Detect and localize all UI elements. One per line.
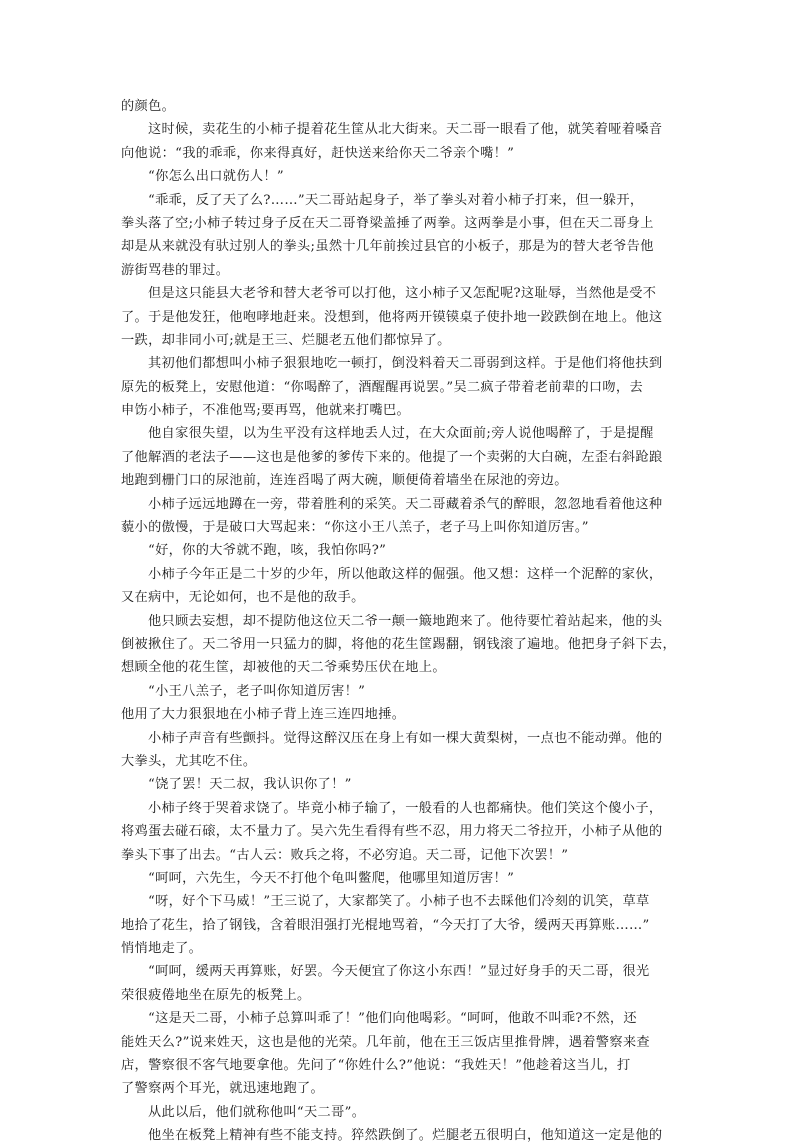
text-line: 地跑到栅门口的尿池前，连连舀喝了两大碗，顺便倚着墙坐在尿池的旁边。 — [121, 473, 568, 489]
text-line: 申饬小柿子，不准他骂;要再骂，他就来打嘴巴。 — [121, 403, 411, 419]
text-line: 小柿子终于哭着求饶了。毕竟小柿子输了，一般看的人也都痛快。他们笑这个傻小子， — [148, 800, 663, 816]
text-line: “呀，好个下马威！”王三说了，大家都笑了。小柿子也不去睬他们冷刻的讥笑，草草 — [148, 894, 650, 910]
text-line: “呵呵，缓两天再算账，好罢。今天便宜了你这小东西！”显过好身手的天二哥，很光 — [148, 964, 650, 980]
text-line: 一跌，却非同小可;就是王三、烂腿老五他们都惊异了。 — [121, 332, 451, 348]
text-line: 又在病中，无论如何，也不是他的敌手。 — [121, 590, 365, 606]
text-line: “小王八羔子，老子叫你知道厉害！” — [148, 683, 366, 699]
text-line: 他坐在板凳上精神有些不能支持。猝然跌倒了。烂腿老五很明白，他知道这一定是他的 — [148, 1128, 663, 1144]
text-line: 荣很疲倦地坐在原先的板凳上。 — [121, 987, 311, 1003]
text-line: 游街骂巷的罪过。 — [121, 262, 230, 278]
text-line: 小柿子今年正是二十岁的少年，所以他敢这样的倔强。他又想：这样一个泥醉的家伙， — [148, 566, 663, 582]
text-line: 原先的板凳上，安慰他道：“你喝醉了，酒醒醒再说罢。”吴二疯子带着老前辈的口吻，去 — [121, 379, 644, 395]
text-line: 将鸡蛋去碰石磙，太不量力了。吴六先生看得有些不忍，用力将天二爷拉开，小柿子从他的 — [121, 824, 663, 840]
text-line: 地拾了花生，拾了钢钱，含着眼泪强打光棍地骂着，“今天打了大爷，缓两天再算账……” — [121, 917, 650, 933]
text-line: 能姓天么?”说来姓天，这也是他的光荣。几年前，他在王三饭店里推骨牌，遇着警察来查 — [121, 1034, 650, 1050]
text-line: 他自家很失望，以为生平没有这样地丢人过，在大众面前;旁人说他喝醉了，于是提醒 — [148, 426, 654, 442]
text-line: 从此以后，他们就称他叫“天二哥”。 — [148, 1104, 366, 1120]
text-line: 悄悄地走了。 — [121, 941, 203, 957]
text-line: 藐小的傲慢，于是破口大骂起来：“你这小王八羔子，老子马上叫你知道厉害。” — [121, 520, 589, 536]
text-line: 小柿子声音有些颤抖。觉得这醉汉压在身上有如一棵大黄梨树，一点也不能动弹。他的 — [148, 730, 663, 746]
text-line: 想顾全他的花生筐，却被他的天二爷乘势压伏在地上。 — [121, 660, 446, 676]
text-line: 他用了大力狠狠地在小柿子背上连三连四地捶。 — [121, 707, 406, 723]
text-line: “饶了罢！天二叔，我认识你了！” — [148, 777, 352, 793]
text-line: 向他说：“我的乖乖，你来得真好，赶快送来给你天二爷亲个嘴！” — [121, 145, 515, 161]
text-line: 但是这只能县大老爷和替大老爷可以打他，这小柿子又怎配呢?这耻辱，当然他是受不 — [148, 286, 657, 302]
text-line: 大拳头，尤其吃不住。 — [121, 753, 257, 769]
text-line: 却是从来就没有驮过别人的拳头;虽然十几年前挨过县官的小板子，那是为的替大老爷告他 — [121, 239, 654, 255]
text-line: 倒被揪住了。天二爷用一只猛力的脚，将他的花生筐踢翻，钢钱滚了遍地。他把身子斜下去， — [121, 636, 677, 652]
text-line: 其初他们都想叫小柿子狠狠地吃一顿打，倒没料着天二哥弱到这样。于是他们将他扶到 — [148, 356, 663, 372]
text-line: 拳头下事了出去。“古人云：败兵之将，不必穷追。天二哥，记他下次罢！” — [121, 847, 569, 863]
text-line: 了。于是他发狂，他咆哮地赶来。没想到，他将两开镆镆桌子使扑地一跤跌倒在地上。他这 — [121, 309, 663, 325]
text-line: 这时候，卖花生的小柿子提着花生筐从北大街来。天二哥一眼看了他，就笑着哑着嗓音 — [148, 122, 663, 138]
text-line: 他只顾去妄想，却不提防他这位天二爷一颠一簸地跑来了。他待要忙着站起来，他的头 — [148, 613, 663, 629]
text-line: “好，你的大爷就不跑，咳，我怕你吗?” — [148, 543, 387, 559]
text-line: 店，警察很不客气地要拿他。先问了“你姓什么?”他说：“我姓天！”他趁着这当儿，打 — [121, 1058, 631, 1074]
text-line: “乖乖，反了天了么?……”天二哥站起身子，举了拳头对着小柿子打来，但一躲开， — [148, 192, 644, 208]
text-line: 的颜色。 — [121, 99, 176, 114]
text-line: “你怎么出口就伤人！” — [148, 169, 285, 185]
text-line: 拳头落了空;小柿子转过身子反在天二哥脊梁盖捶了两拳。这两拳是小事，但在天二哥身上 — [121, 215, 654, 231]
text-line: 小柿子远远地蹲在一旁，带着胜利的采笑。天二哥藏着杀气的醉眼，忽忽地看着他这种 — [148, 496, 663, 512]
text-line: 了警察两个耳光，就迅速地跑了。 — [121, 1081, 325, 1097]
text-line: “这是天二哥，小柿子总算叫乖了！”他们向他喝彩。“呵呵，他敢不叫乖?不然，还 — [148, 1011, 637, 1027]
text-line: 了他解酒的老法子——这也是他爹的爹传下来的。他提了一个卖粥的大白碗，左歪右斜跄踉 — [121, 449, 663, 465]
text-line: “呵呵，六先生，今天不打他个龟叫鳖爬，他哪里知道厉害！” — [148, 870, 515, 886]
